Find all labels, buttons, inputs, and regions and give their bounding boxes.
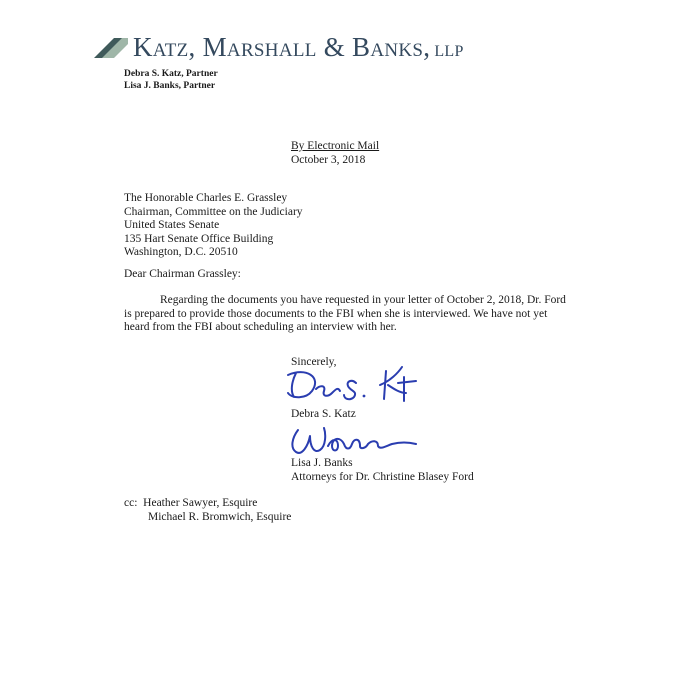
signer-block-banks [291,457,474,484]
delivery-method: By Electronic Mail [291,140,380,152]
signature-banks [288,424,420,456]
partner-line: Debra S. Katz, Partner [124,69,218,79]
address-line: 135 Hart Senate Office Building [124,232,274,245]
body-line: Regarding the documents you have requested in your letter of October 2, 2018, Dr. Ford [160,294,566,306]
address-line: Washington, D.C. 20510 [124,246,238,259]
salutation: Dear Chairman Grassley: [124,268,241,280]
closing: Sincerely, [291,356,337,368]
signer-title: Attorneys for Dr. Christine Blasey Ford [291,470,474,483]
cc-recipient: Michael R. Bromwich, Esquire [148,510,292,523]
address-line: United States Senate [124,219,220,232]
cc-block [124,497,291,524]
firm-name-text: Katz, Marshall & Banks, [133,32,431,62]
partner-line: Lisa J. Banks, Partner [124,81,216,91]
firm-suffix: LLP [434,43,464,60]
cc-recipient: Heather Sawyer, Esquire [143,497,258,509]
cc-label: cc: [124,497,138,509]
recipient-address [124,192,303,260]
address-line: The Honorable Charles E. Grassley [124,192,288,204]
signer-name-katz: Debra S. Katz [291,408,356,420]
partners-list [124,68,218,92]
firm-name [133,32,464,67]
delivery-block [291,140,379,167]
body-line: heard from the FBI about scheduling an interview with her. [124,321,397,334]
firm-logo-icon [94,38,128,58]
signer-name-banks: Lisa J. Banks [291,457,353,469]
signature-katz [282,363,427,405]
body-paragraph [124,294,566,335]
address-line: Chairman, Committee on the Judiciary [124,205,303,218]
letter-date: October 3, 2018 [291,153,366,166]
body-line: is prepared to provide those documents to the FBI when she is interviewed. We have not yet [124,307,548,320]
